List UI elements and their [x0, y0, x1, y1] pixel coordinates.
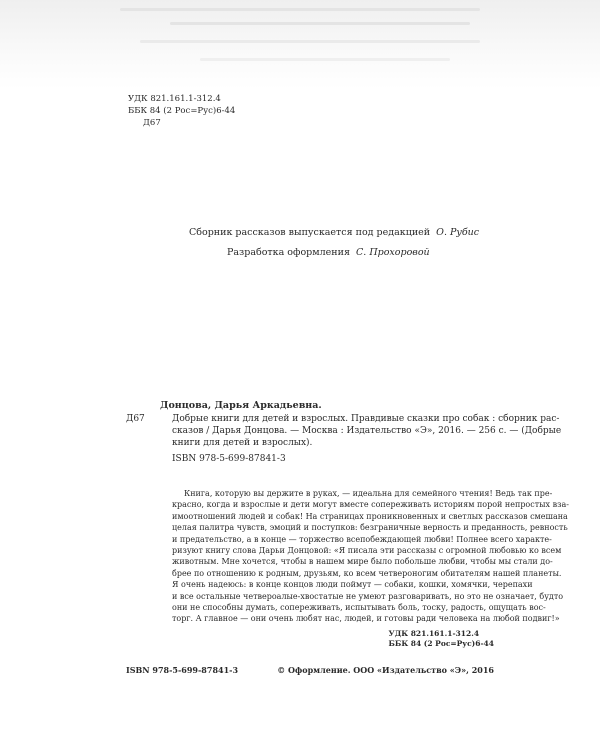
- abstract: [172, 488, 569, 625]
- abstract-line: животным. Мне хочется, чтобы в нашем мире было побольше любви, чтобы мы стали до-: [172, 557, 553, 567]
- author-mark: Д67: [143, 118, 161, 128]
- catalog-isbn: ISBN 978-5-699-87841-3: [172, 454, 286, 464]
- design-name: С. Прохоровой: [356, 247, 430, 258]
- description-line: книги для детей и взрослых).: [172, 438, 313, 448]
- footer-copyright: © Оформление. ООО «Издательство «Э», 2016: [277, 665, 494, 675]
- editor-label: Сборник рассказов выпускается под редакцией: [189, 227, 431, 238]
- editor-name: О. Рубис: [436, 227, 480, 238]
- abstract-line: торг. А главное — они очень любят нас, людей, и готовы ради человека на любой подвиг!»: [172, 614, 560, 624]
- abstract-line: и все остальные четвероалые-хвостатые не умеют разговаривать, но это не означает, будто: [172, 591, 564, 601]
- scan-streak: [140, 40, 480, 43]
- scan-streak: [120, 8, 480, 11]
- catalog-description: [172, 413, 562, 449]
- abstract-line: и предательство, а в конце — торжество всепобеждающей любви! Полнее всего характе-: [172, 534, 552, 544]
- abstract-line: ризуют книгу слова Дарьи Донцовой: «Я писала эти рассказы с огромной любовью ко всем: [172, 545, 562, 555]
- design-label: Разработка оформления: [227, 247, 350, 258]
- editor-credit: [189, 226, 479, 239]
- scan-streak: [200, 58, 450, 61]
- description-line: Добрые книги для детей и взрослых. Правдивые сказки про собак : сборник рас-: [172, 414, 560, 424]
- udk-code: УДК 821.161.1-312.4: [128, 94, 221, 104]
- scan-streak: [170, 22, 470, 25]
- author-heading: Донцова, Дарья Аркадьевна.: [160, 400, 322, 411]
- scan-shadow: [0, 0, 600, 90]
- catalog-author-mark: Д67: [126, 414, 145, 424]
- abstract-line: имоотношений людей и собак! На страницах проникновенных и светлых рассказов смешана: [172, 511, 568, 521]
- abstract-line: брее по отношению к родным, друзьям, ко всем четвероногим обитателям нашей планеты.: [172, 568, 562, 578]
- bbk-code: ББК 84 (2 Рос=Рус)6-44: [128, 106, 236, 116]
- bottom-bbk: ББК 84 (2 Рос=Рус)6-44: [388, 639, 494, 648]
- description-line: сказов / Дарья Донцова. — Москва : Издательство «Э», 2016. — 256 с. — (Добрые: [172, 426, 562, 436]
- abstract-line: они не способны думать, сопереживать, испытывать боль, тоску, радость, ощущать вос-: [172, 602, 546, 612]
- abstract-line: Я очень надеюсь: в конце концов люди поймут — собаки, кошки, хомячки, черепахи: [172, 580, 533, 590]
- footer-isbn: ISBN 978-5-699-87841-3: [126, 665, 239, 675]
- abstract-line: целая палитра чувств, эмоций и поступков: безграничные верность и преданность, ревность: [172, 523, 568, 533]
- bottom-codes: [389, 629, 495, 649]
- abstract-line: красно, когда и взрослые и дети могут вместе сопереживать историям порой непростых вза-: [172, 500, 569, 510]
- design-credit: [227, 246, 430, 259]
- abstract-line: Книга, которую вы держите в руках, — идеальна для семейного чтения! Ведь так пре-: [184, 489, 553, 498]
- bottom-udk: УДК 821.161.1-312.4: [388, 629, 480, 638]
